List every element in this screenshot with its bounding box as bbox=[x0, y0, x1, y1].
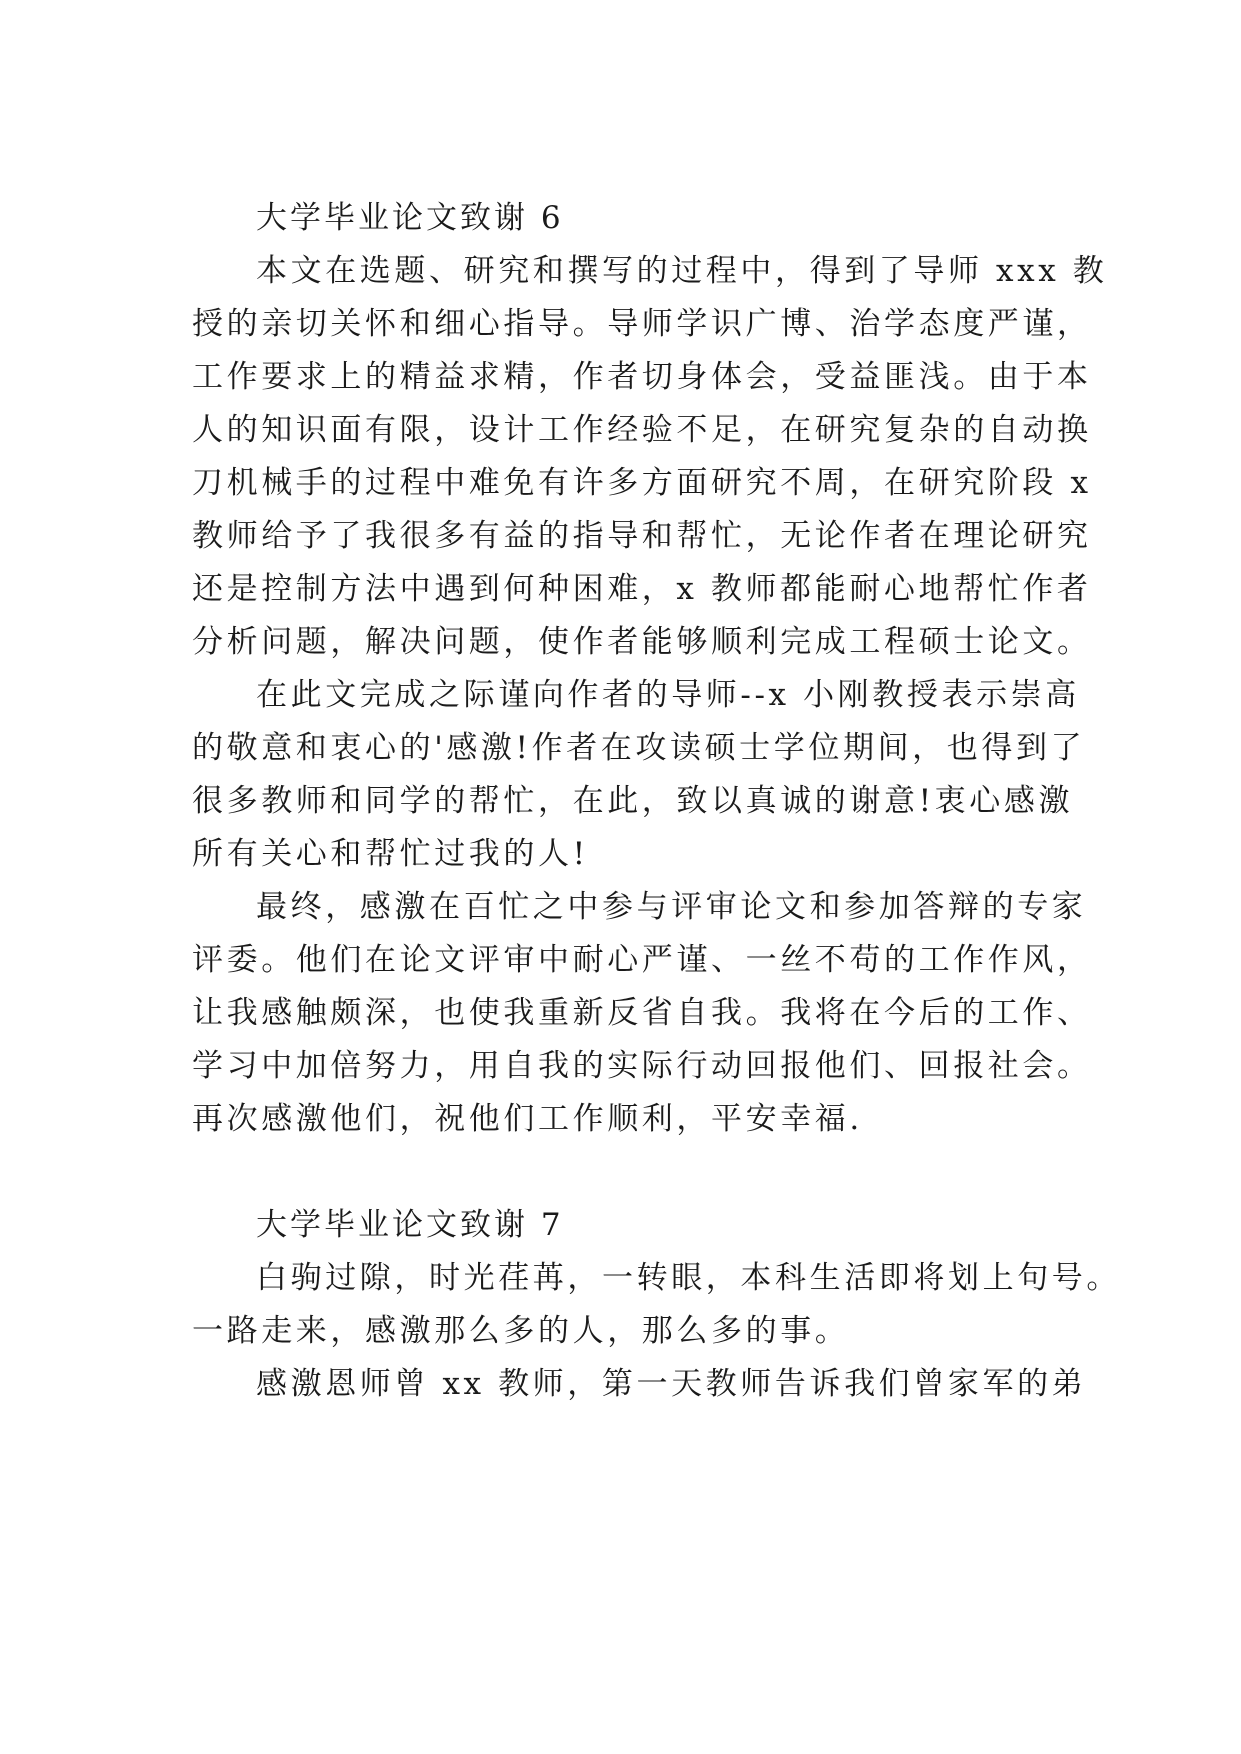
paragraph-line: 教师给予了我很多有益的指导和帮忙，无论作者在理论研究 bbox=[192, 518, 1092, 554]
paragraph-line: 所有关心和帮忙过我的人! bbox=[192, 836, 589, 872]
paragraph-line: 学习中加倍努力，用自我的实际行动回报他们、回报社会。 bbox=[192, 1048, 1092, 1084]
paragraph-line: 工作要求上的精益求精，作者切身体会，受益匪浅。由于本 bbox=[192, 359, 1092, 395]
paragraph-line: 最终，感激在百忙之中参与评审论文和参加答辩的专家 bbox=[256, 889, 1087, 925]
paragraph-line: 人的知识面有限，设计工作经验不足，在研究复杂的自动换 bbox=[192, 412, 1092, 448]
paragraph-line: 在此文完成之际谨向作者的导师--x 小刚教授表示崇高 bbox=[256, 677, 1080, 713]
paragraph-line: 刀机械手的过程中难免有许多方面研究不周，在研究阶段 x bbox=[192, 465, 1092, 501]
paragraph-line: 还是控制方法中遇到何种困难，x 教师都能耐心地帮忙作者 bbox=[192, 571, 1092, 607]
paragraph-line: 很多教师和同学的帮忙，在此，致以真诚的谢意!衷心感激 bbox=[192, 783, 1074, 819]
paragraph-line: 让我感触颇深，也使我重新反省自我。我将在今后的工作、 bbox=[192, 995, 1092, 1031]
paragraph-line: 授的亲切关怀和细心指导。导师学识广博、治学态度严谨， bbox=[192, 306, 1092, 342]
paragraph-line: 感激恩师曾 xx 教师，第一天教师告诉我们曾家军的弟 bbox=[256, 1366, 1087, 1402]
paragraph-line: 分析问题，解决问题，使作者能够顺利完成工程硕士论文。 bbox=[192, 624, 1092, 660]
paragraph-line: 再次感激他们，祝他们工作顺利，平安幸福. bbox=[192, 1101, 863, 1137]
section-title-7: 大学毕业论文致谢 7 bbox=[256, 1207, 564, 1243]
paragraph-line: 的敬意和衷心的'感激!作者在攻读硕士学位期间，也得到了 bbox=[192, 730, 1086, 766]
paragraph-line: 白驹过隙，时光荏苒，一转眼，本科生活即将划上句号。 bbox=[256, 1260, 1121, 1296]
section-title-6: 大学毕业论文致谢 6 bbox=[256, 200, 564, 236]
paragraph-line: 本文在选题、研究和撰写的过程中，得到了导师 xxx 教 bbox=[256, 253, 1108, 289]
paragraph-line: 评委。他们在论文评审中耐心严谨、一丝不苟的工作作风， bbox=[192, 942, 1092, 978]
paragraph-line: 一路走来，感激那么多的人，那么多的事。 bbox=[192, 1313, 850, 1349]
